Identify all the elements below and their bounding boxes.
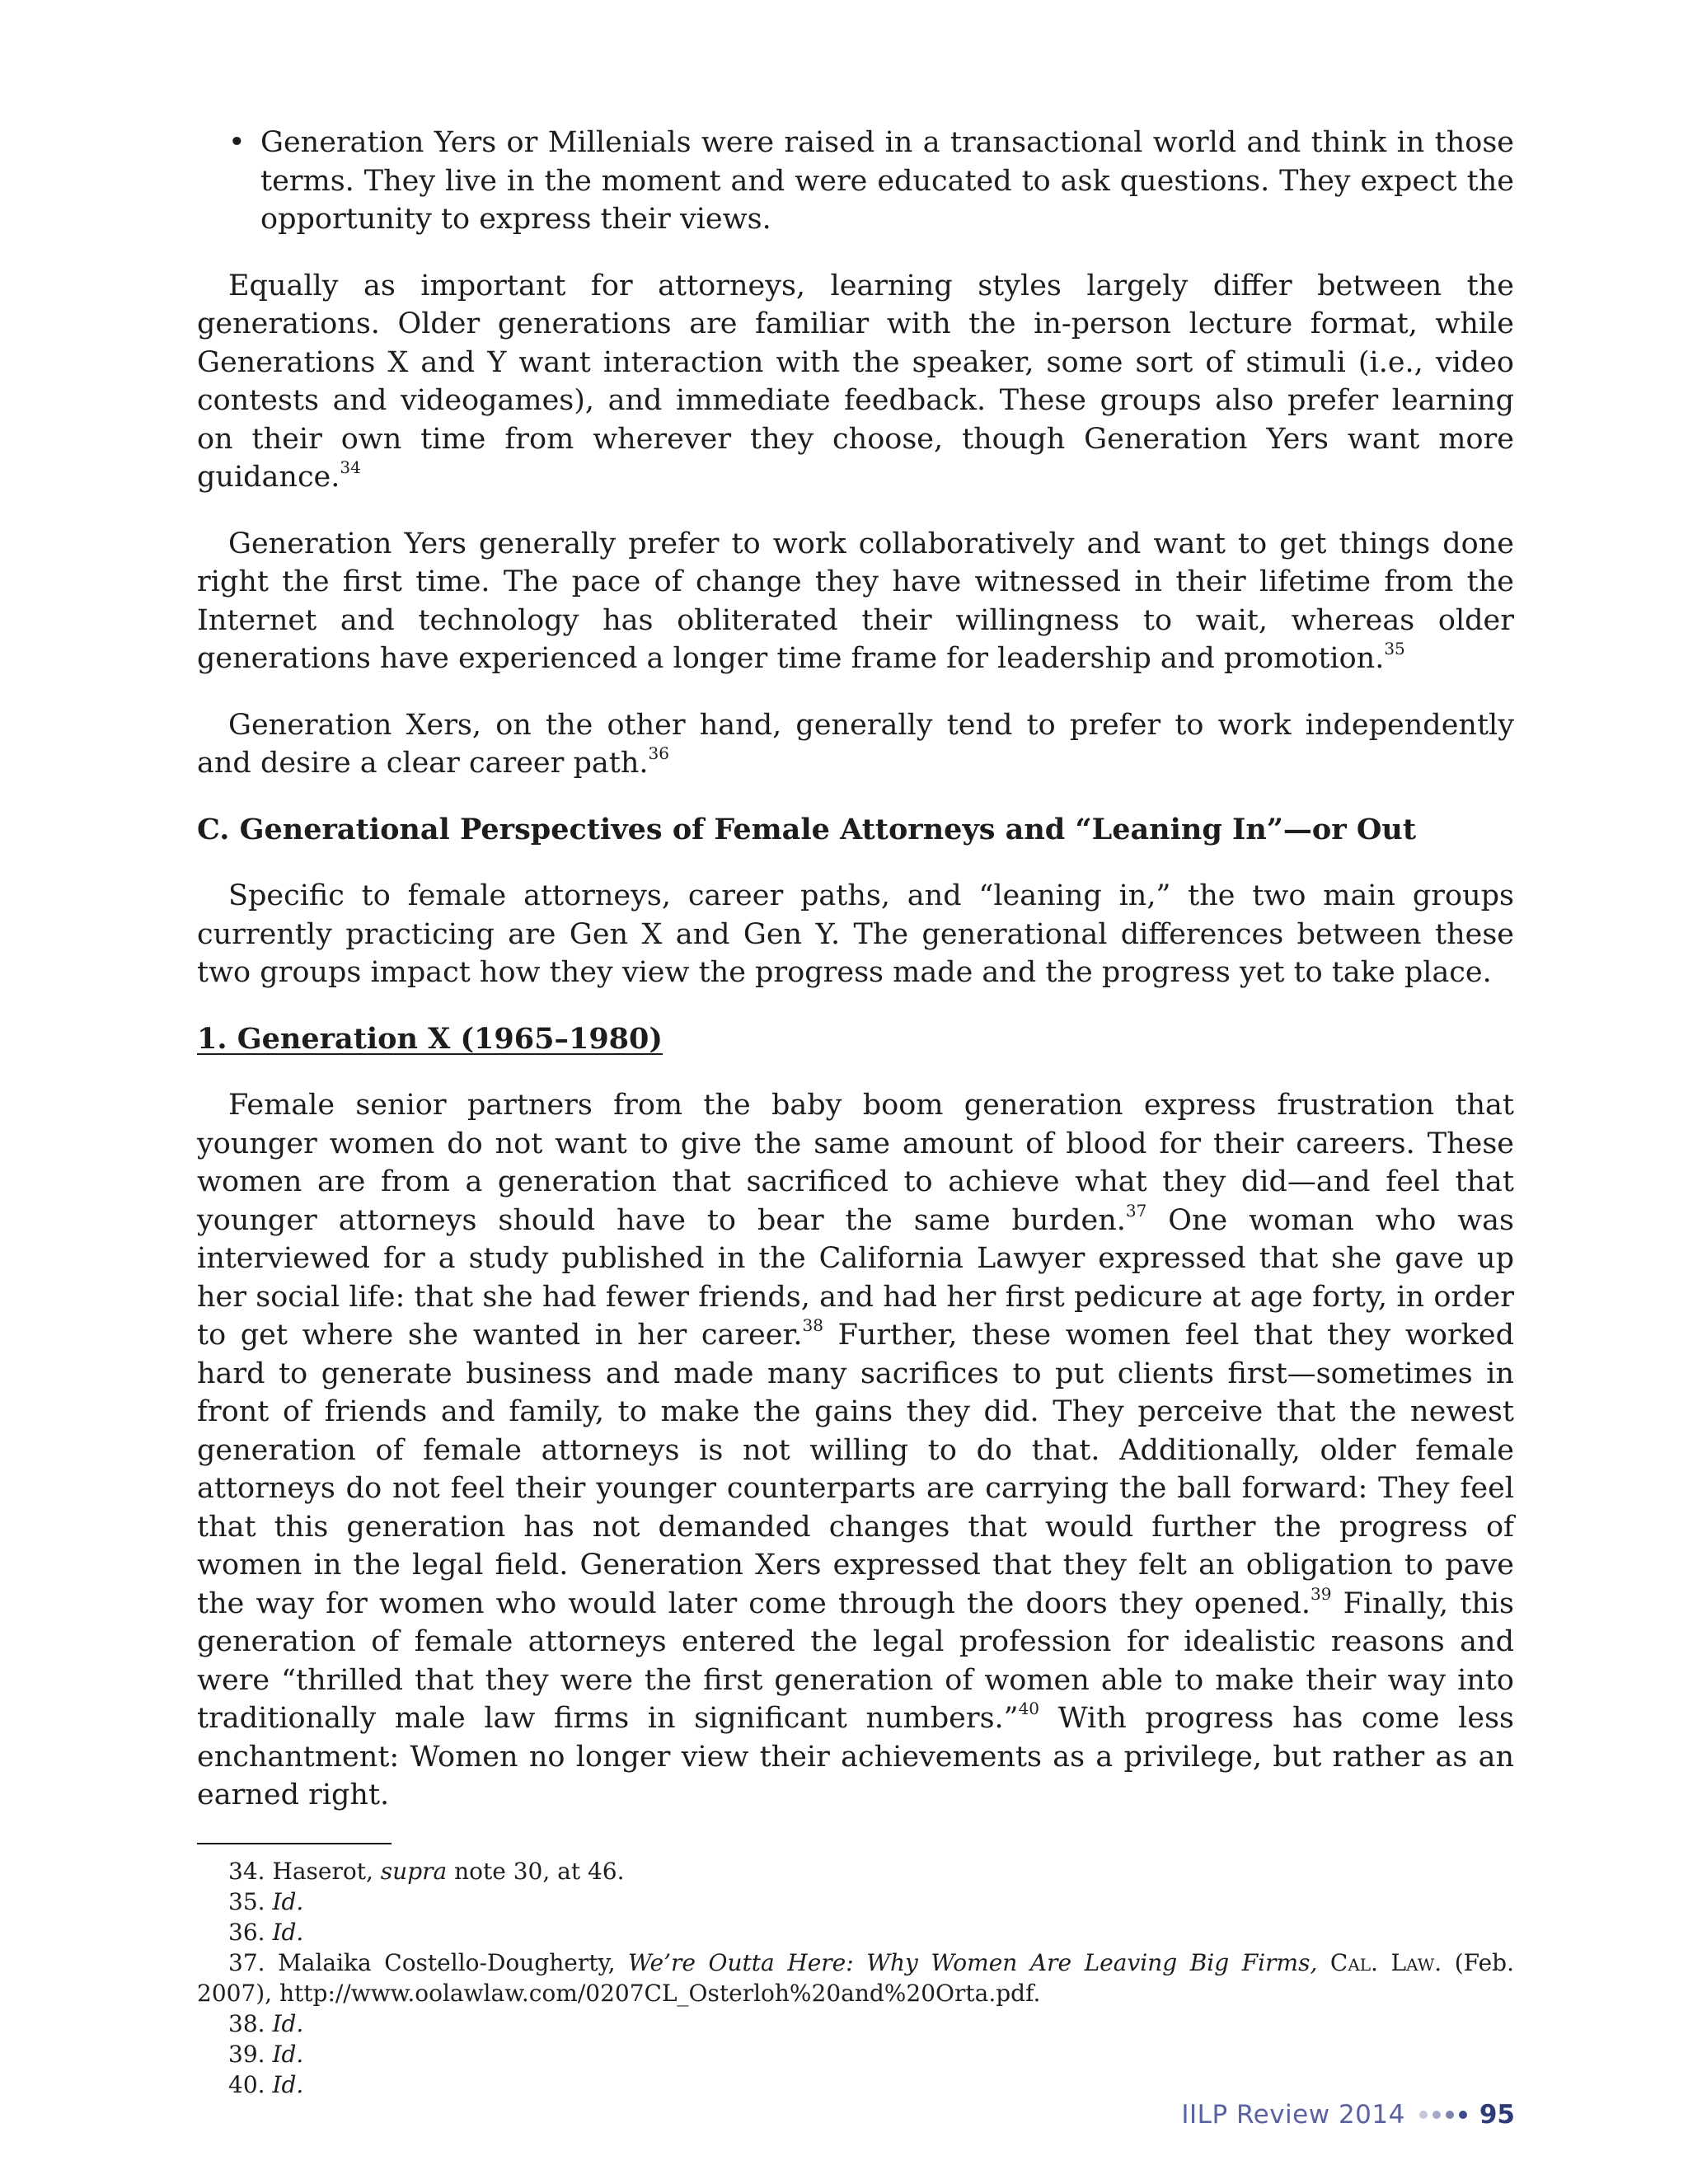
footer-dots-icon: [1417, 2111, 1470, 2119]
footnote-id: Id.: [272, 2070, 304, 2098]
bullet-list: [197, 124, 1514, 239]
paragraph-text: Finally, this generation of female attorneys entered the legal profession for idealistic reasons and were “thrilled that they were the first generation of women able to make their way into traditionally male law firms in significant numbers.”: [197, 1586, 1514, 1735]
paragraph-text: Generation Yers generally prefer to work collaboratively and want to get things done right the first time. The pace of change they have witnessed in their lifetime from the Internet and technology has obliterated their willingness to wait, whereas older generations have experienced a longer time frame for leadership and promotion.: [197, 527, 1514, 675]
footnote-number: 38.: [228, 2009, 265, 2037]
footnote-ref[interactable]: 40: [1018, 1699, 1040, 1719]
document-page: [197, 124, 1514, 2100]
footnote-37: [197, 1947, 1514, 2008]
footnote-ref[interactable]: 36: [648, 743, 669, 764]
paragraph-text: With progress has come less enchantment: Women no longer view their achievements as a privilege, but rather as an earned right.: [197, 1702, 1514, 1811]
paragraph-generation-y: [197, 525, 1514, 678]
footnote-34: [197, 1856, 1514, 1886]
footnote-journal: Cal. Law.: [1317, 1948, 1442, 1976]
footnotes: [197, 1856, 1514, 2100]
paragraph-learning-styles: [197, 267, 1514, 497]
bullet-item: [197, 124, 1514, 239]
subsection-heading: 1. Generation X (1965–1980): [197, 1021, 663, 1056]
page-number: 95: [1479, 2100, 1515, 2130]
footnote-ref[interactable]: 35: [1384, 639, 1405, 659]
footnote-url[interactable]: (Feb. 2007), http://www.oolawlaw.com/0207CL_Osterloh%20and%20Orta.pdf.: [197, 1948, 1514, 2007]
paragraph-text: Female senior partners from the baby boom generation express frustration that younger women do not want to give the same amount of blood for their careers. These women are from a generation that sacrificed to achieve what they did—and feel that younger attorneys should have to bear the same burden.: [197, 1089, 1514, 1237]
footnote-signal: supra: [380, 1857, 448, 1885]
footnote-ref[interactable]: 37: [1125, 1200, 1147, 1221]
footnote-number: 39.: [228, 2040, 265, 2068]
section-heading: C. Generational Perspectives of Female Attorneys and “Leaning In”—or Out: [197, 812, 1417, 846]
paragraph-text: One woman who was interviewed for a study published in the California Lawyer expressed that she gave up her social life: that she had fewer friends, and had her first pedicure at age forty, in order to get where she wanted in her career.: [197, 1203, 1514, 1352]
dot-icon: [1432, 2111, 1441, 2119]
footnote-id: Id.: [272, 2040, 304, 2068]
footnote-number: 35.: [228, 1887, 265, 1915]
paragraph-text: Specific to female attorneys, career paths, and “leaning in,” the two main groups currently practicing are Gen X and Gen Y. The generational differences between these two groups impact how they view the progress made and the progress yet to take place.: [197, 879, 1514, 989]
footnote-number: 37.: [228, 1948, 265, 1976]
footnote-40: [197, 2069, 1514, 2100]
dot-icon: [1446, 2111, 1454, 2119]
footnote-title: We’re Outta Here: Why Women Are Leaving Big Firms,: [628, 1948, 1318, 1976]
dot-icon: [1419, 2111, 1428, 2119]
footnote-35: [197, 1886, 1514, 1917]
footnote-ref[interactable]: 39: [1311, 1583, 1332, 1604]
footnote-author: Malaika Costello-Dougherty,: [278, 1948, 629, 1976]
footnote-number: 34.: [228, 1857, 265, 1885]
footnote-number: 36.: [228, 1918, 265, 1946]
paragraph-text: Generation Xers, on the other hand, generally tend to prefer to work independently and desire a clear career path.: [197, 708, 1514, 780]
paragraph-text: Equally as important for attorneys, learning styles largely differ between the generations. Older generations are familiar with the in-person lecture format, while Generations X and Y want interaction with the speaker, some sort of stimuli (i.e., video contests and videogames), and immediate feedback. These groups also prefer learning on their own time from wherever they choose, though Generation Yers want more guidance.: [197, 269, 1514, 494]
footnote-id: Id.: [272, 1918, 304, 1946]
page-footer: [1181, 2100, 1515, 2130]
footnote-text: note 30, at 46.: [447, 1857, 625, 1885]
paragraph-text: Further, these women feel that they worked hard to generate business and made many sacrifices to put clients first—sometimes in front of friends and family, to make the gains they did. They perceive that the newest generation of female attorneys is not willing to do that. Additionally, older female attorneys do not feel their younger counterparts are carrying the ball forward: They feel that this generation has not demanded changes that would further the progress of women in the legal field. Generation Xers expressed that they felt an obligation to pave the way for women who would later come through the doors they opened.: [197, 1319, 1514, 1620]
journal-name: IILP Review 2014: [1181, 2100, 1405, 2130]
bullet-text: Generation Yers or Millenials were raised in a transactional world and think in those terms. They live in the moment and were educated to ask questions. They expect the opportunity to express their views.: [260, 126, 1514, 236]
footnote-39: [197, 2039, 1514, 2069]
footnote-number: 40.: [228, 2070, 265, 2098]
bullet-icon: •: [228, 126, 246, 159]
footnote-id: Id.: [272, 1887, 304, 1915]
paragraph-senior-partners: [197, 1086, 1514, 1815]
footnote-38: [197, 2008, 1514, 2039]
footnote-id: Id.: [272, 2009, 304, 2037]
footnote-author: Haserot,: [272, 1857, 381, 1885]
footnote-divider: [197, 1843, 392, 1844]
paragraph-female-attorneys: [197, 877, 1514, 992]
paragraph-generation-x: [197, 706, 1514, 783]
footnote-ref[interactable]: 38: [802, 1315, 823, 1336]
dot-icon: [1459, 2111, 1467, 2119]
footnote-ref[interactable]: 34: [340, 457, 361, 478]
footnote-36: [197, 1917, 1514, 1947]
